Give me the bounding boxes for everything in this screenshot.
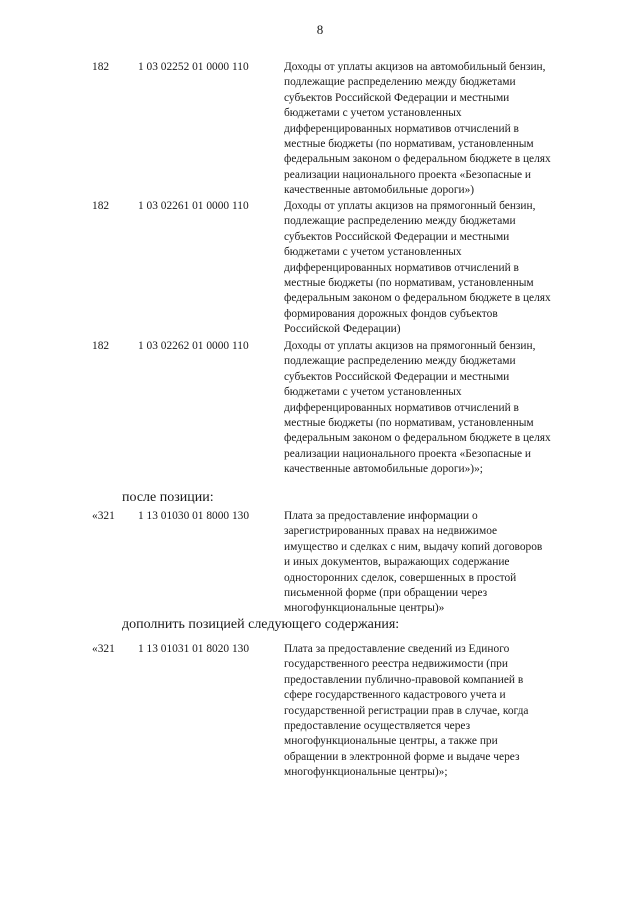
description-line: Доходы от уплаты акцизов на прямогонный бензин, — [284, 340, 536, 352]
description-line: обращении в электронной форме и выдаче через — [284, 750, 520, 763]
description-line: Доходы от уплаты акцизов на автомобильный бензин, — [284, 61, 546, 73]
description-line: многофункциональные центры)» — [284, 602, 445, 615]
description-line: сфере государственного кадастрового учета и — [284, 689, 506, 702]
description-line: качественные автомобильные дороги») — [284, 184, 475, 197]
description-line: реализации национального проекта «Безопасные и — [284, 447, 532, 460]
budget-classification-code: 1 13 01031 01 8020 130 — [138, 643, 250, 655]
admin-code: 182 — [92, 200, 110, 212]
description-line: имущество и сделках с ним, выдачу копий договоров — [284, 540, 543, 553]
description-line: местные бюджеты (по нормативам, установленным — [284, 417, 534, 430]
description-line: федеральным законом о федеральном бюджете в целях — [284, 432, 551, 445]
description-line: зарегистрированных правах на недвижимое — [284, 525, 498, 538]
description-line: подлежащие распределению между бюджетами — [284, 215, 516, 228]
budget-classification-code: 1 03 02252 01 0000 110 — [138, 61, 249, 73]
description-line: подлежащие распределению между бюджетами — [284, 76, 516, 89]
description-line: Российской Федерации) — [284, 323, 401, 336]
description-line: субъектов Российской Федерации и местными — [284, 230, 510, 243]
admin-code: «321 — [92, 643, 115, 655]
description-line: подлежащие распределению между бюджетами — [284, 355, 516, 368]
admin-code: «321 — [92, 510, 115, 522]
description-line: реализации национального проекта «Безопасные и — [284, 168, 532, 181]
income-description — [284, 509, 594, 617]
description-line: дифференцированных нормативов отчислений в — [284, 401, 519, 414]
description-line: многофункциональные центры, а также при — [284, 735, 498, 748]
description-line: односторонних сделок, совершенных в простой — [284, 571, 517, 584]
budget-classification-code: 1 03 02262 01 0000 110 — [138, 340, 249, 352]
description-line: бюджетами с учетом установленных — [284, 246, 462, 259]
income-description — [284, 642, 594, 781]
income-description — [284, 199, 594, 338]
income-description — [284, 60, 594, 199]
description-line: Плата за предоставление сведений из Единого — [284, 643, 510, 655]
description-line: местные бюджеты (по нормативам, установленным — [284, 277, 534, 290]
add-position-caption: дополнить позицией следующего содержания: — [122, 617, 400, 632]
after-position-caption: после позиции: — [122, 490, 214, 505]
description-line: Плата за предоставление информации о — [284, 510, 478, 522]
description-line: и иных документов, выражающих содержание — [284, 556, 510, 569]
description-line: субъектов Российской Федерации и местными — [284, 370, 510, 383]
description-line: дифференцированных нормативов отчислений в — [284, 261, 519, 274]
description-line: бюджетами с учетом установленных — [284, 386, 462, 399]
description-line: письменной форме (при обращении через — [284, 587, 488, 600]
description-line: качественные автомобильные дороги»)»; — [284, 463, 483, 476]
description-line: дифференцированных нормативов отчислений в — [284, 122, 519, 135]
description-line: субъектов Российской Федерации и местными — [284, 91, 510, 104]
description-line: федеральным законом о федеральном бюджете в целях — [284, 292, 551, 305]
description-line: федеральным законом о федеральном бюджете в целях — [284, 153, 551, 166]
income-description — [284, 339, 594, 478]
description-line: государственной регистрации прав в случае, когда — [284, 704, 529, 717]
description-line: государственного реестра недвижимости (при — [284, 658, 508, 671]
description-line: формирования дорожных фондов субъектов — [284, 307, 498, 320]
description-line: предоставлении публично-правовой компанией в — [284, 673, 524, 686]
admin-code: 182 — [92, 340, 110, 352]
page-number: 8 — [316, 22, 324, 37]
description-line: предоставление осуществляется через — [284, 720, 471, 733]
description-line: многофункциональные центры)»; — [284, 766, 448, 779]
budget-classification-code: 1 13 01030 01 8000 130 — [138, 510, 250, 522]
budget-classification-code: 1 03 02261 01 0000 110 — [138, 200, 249, 212]
description-line: бюджетами с учетом установленных — [284, 107, 462, 120]
admin-code: 182 — [92, 61, 110, 73]
description-line: Доходы от уплаты акцизов на прямогонный бензин, — [284, 200, 536, 212]
description-line: местные бюджеты (по нормативам, установленным — [284, 138, 534, 151]
